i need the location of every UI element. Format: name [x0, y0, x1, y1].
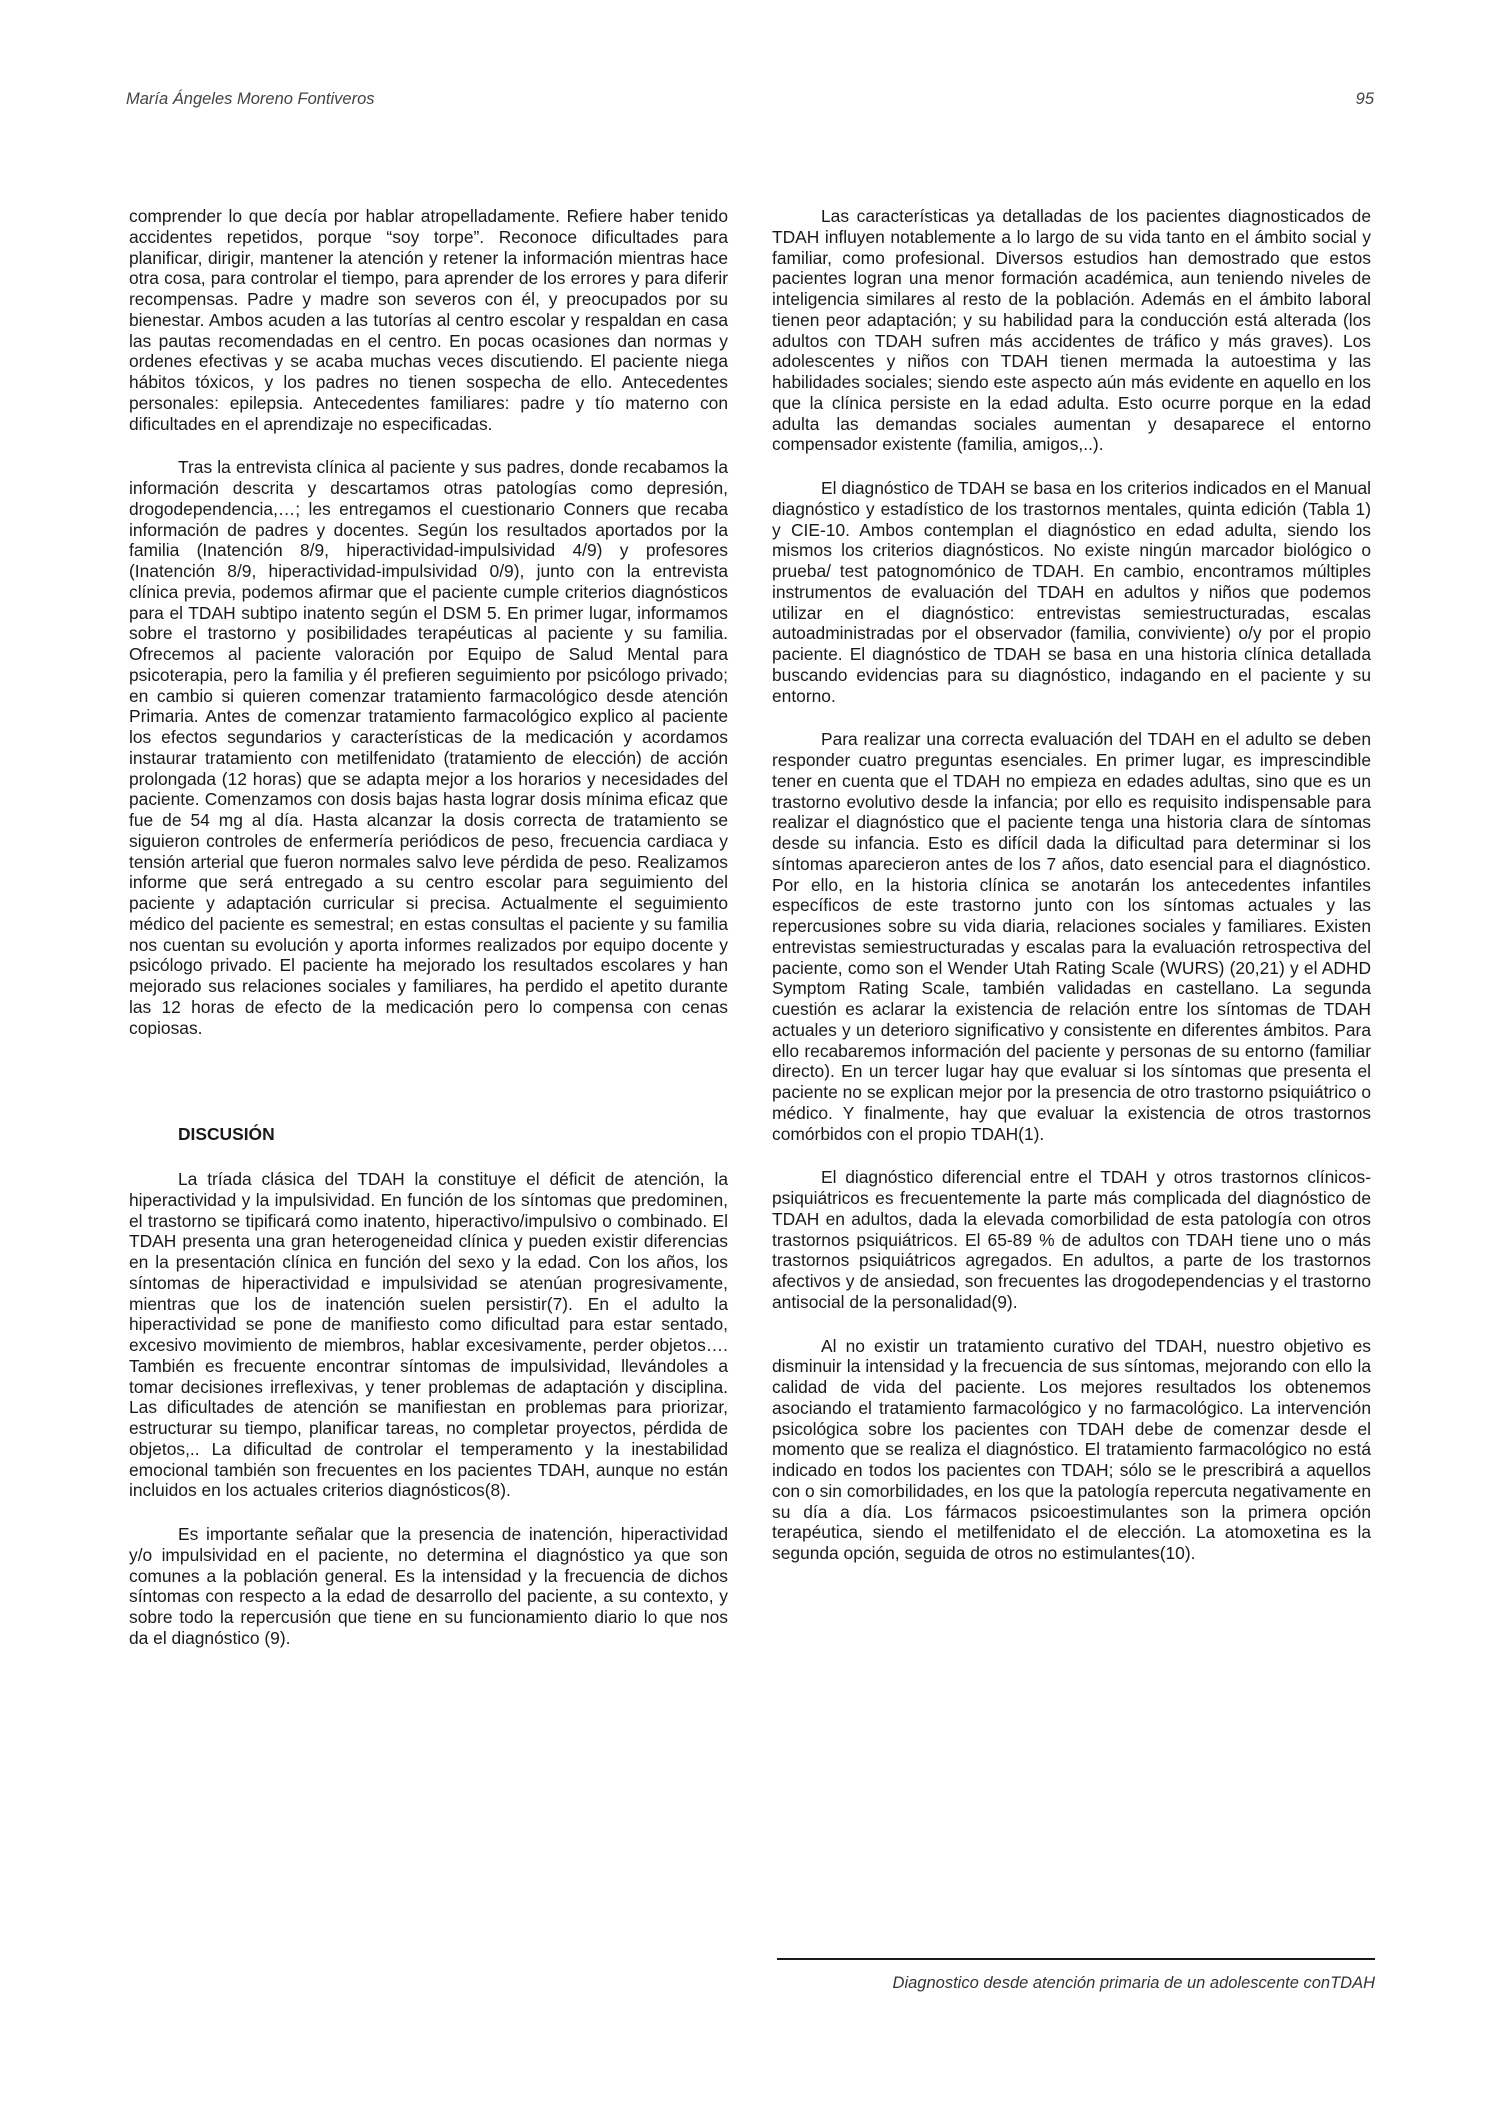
page-number: 95 [1355, 90, 1374, 108]
left-column [129, 206, 728, 1649]
footer-divider [777, 1958, 1375, 1960]
right-column [772, 206, 1371, 1564]
paragraph: Al no existir un tratamiento curativo del TDAH, nuestro objetivo es disminuir la intensidad y la frecuencia de sus síntomas, mejorando con ello la calidad de vida del paciente. Los mejores resultados los obtenemos asociando el tratamiento farmacológico y no farmacológico. La intervención psicológica sobre los pacientes con TDAH debe de comenzar desde el momento que se realiza el diagnóstico. El tratamiento farmacológico no está indicado en todos los pacientes con TDAH; sólo se le prescribirá a aquellos con o sin comorbilidades, en los que la patología repercuta negativamente en su día a día. Los fármacos psicoestimulantes son la primera opción terapéutica, siendo el metilfenidato el de elección. La atomoxetina es la segunda opción, seguida de otros no estimulantes(10). [772, 1335, 1371, 1563]
paragraph: El diagnóstico diferencial entre el TDAH y otros trastornos clínicos-psiquiátricos es frecuentemente la parte más complicada del diagnóstico de TDAH en adultos, dada la elevada comorbilidad de esta patología con otros trastornos psiquiátricos. El 65-89 % de adultos con TDAH tiene uno o más trastornos psiquiátricos agregados. En adultos, a parte de los trastornos afectivos y de ansiedad, son frecuentes las drogodependencias y el trastorno antisocial de la personalidad(9). [772, 1167, 1371, 1312]
paragraph: Para realizar una correcta evaluación del TDAH en el adulto se deben responder cuatro preguntas esenciales. En primer lugar, es imprescindible tener en cuenta que el TDAH no empieza en edades adultas, sino que es un trastorno evolutivo desde la infancia; por ello es requisito indispensable para realizar el diagnóstico que el paciente tenga una historia clara de síntomas desde su infancia. Esto es difícil dada la dificultad para determinar si los síntomas aparecieron antes de los 7 años, dato esencial para el diagnóstico. Por ello, en la historia clínica se anotarán los antecedentes infantiles específicos de este trastorno junto con los síntomas actuales y las repercusiones sobre su vida diaria, relaciones sociales y familiares. Existen entrevistas semiestructuradas y escalas para la evaluación retrospectiva del paciente, como son el Wender Utah Rating Scale (WURS) (20,21) y el ADHD Symptom Rating Scale, también validadas en castellano. La segunda cuestión es aclarar la existencia de relación entre los síntomas de TDAH actuales y un deterioro significativo y consistente en diferentes ámbitos. Para ello recabaremos información del paciente y personas de su entorno (familiar directo). En un tercer lugar hay que evaluar si los síntomas que presenta el paciente no se explican mejor por la presencia de otro trastorno psiquiátrico o médico. Y finalmente, hay que evaluar la existencia de otros trastornos comórbidos con el propio TDAH(1). [772, 729, 1371, 1144]
footer-article-title: Diagnostico desde atención primaria de un adolescente conTDAH [892, 1974, 1375, 1992]
running-head [126, 90, 1374, 114]
paragraph: El diagnóstico de TDAH se basa en los criterios indicados en el Manual diagnóstico y estadístico de los trastornos mentales, quinta edición (Tabla 1) y CIE-10. Ambos contemplan el diagnóstico en edad adulta, siendo los mismos los criterios diagnósticos. No existe ningún marcador biológico o prueba/ test patognomónico de TDAH. En cambio, encontramos múltiples instrumentos de evaluación del TDAH en adultos y niños que podemos utilizar en el diagnóstico: entrevistas semiestructuradas, escalas autoadministradas por el observador (familia, conviviente) o/y por el propio paciente. El diagnóstico de TDAH se basa en una historia clínica detallada buscando evidencias para su diagnóstico, indagando en el paciente y su entorno. [772, 478, 1371, 706]
author-name: María Ángeles Moreno Fontiveros [126, 90, 375, 108]
paragraph: La tríada clásica del TDAH la constituye el déficit de atención, la hiperactividad y la impulsividad. En función de los síntomas que predominen, el trastorno se tipificará como inatento, hiperactivo/impulsivo o combinado. El TDAH presenta una gran heterogeneidad clínica y pueden existir diferencias en la presentación clínica en función del sexo y la edad. Con los años, los síntomas de hiperactividad e impulsividad se atenúan progresivamente, mientras que los de inatención suelen persistir(7). En el adulto la hiperactividad se pone de manifiesto como dificultad para estar sentado, excesivo movimiento de miembros, hablar excesivamente, perder objetos…. También es frecuente encontrar síntomas de impulsividad, llevándoles a tomar decisiones irreflexivas, y tener problemas de adaptación y disciplina. Las dificultades de atención se manifiestan en problemas para priorizar, estructurar su tiempo, planificar tareas, no completar proyectos, pérdida de objetos,.. La dificultad de controlar el temperamento y la inestabilidad emocional también son frecuentes en los pacientes TDAH, aunque no están incluidos en los actuales criterios diagnósticos(8). [129, 1169, 728, 1501]
paragraph: comprender lo que decía por hablar atropelladamente. Refiere haber tenido accidentes repetidos, porque “soy torpe”. Reconoce dificultades para planificar, dirigir, mantener la atención y retener la información mientras hace otra cosa, para controlar el tiempo, para aprender de los errores y para diferir recompensas. Padre y madre son severos con él, y preocupados por su bienestar. Ambos acuden a las tutorías al centro escolar y respaldan en casa las pautas recomendadas en el centro. En pocas ocasiones dan normas y ordenes efectivas y se acaba muchas veces discutiendo. El paciente niega hábitos tóxicos, y los padres no tienen sospecha de ello. Antecedentes personales: epilepsia. Antecedentes familiares: padre y tío materno con dificultades en el aprendizaje no especificadas. [129, 206, 728, 434]
paragraph: Es importante señalar que la presencia de inatención, hiperactividad y/o impulsividad en el paciente, no determina el diagnóstico ya que son comunes a la población general. Es la intensidad y la frecuencia de dichos síntomas con respecto a la edad de desarrollo del paciente, a su contexto, y sobre todo la repercusión que tiene en su funcionamiento diario lo que nos da el diagnóstico (9). [129, 1524, 728, 1648]
paragraph: Tras la entrevista clínica al paciente y sus padres, donde recabamos la información descrita y descartamos otras patologías como depresión, drogodependencia,…; les entregamos el cuestionario Conners que recaba información de padres y docentes. Según los resultados aportados por la familia (Inatención 8/9, hiperactividad-impulsividad 4/9) y profesores (Inatención 8/9, hiperactividad-impulsividad 0/9), junto con la entrevista clínica previa, podemos afirmar que el paciente cumple criterios diagnósticos para el TDAH subtipo inatento según el DSM 5. En primer lugar, informamos sobre el trastorno y posibilidades terapéuticas al paciente y su familia. Ofrecemos al paciente valoración por Equipo de Salud Mental para psicoterapia, pero la familia y él prefieren seguimiento por psicólogo privado; en cambio si quieren comenzar tratamiento farmacológico desde atención Primaria. Antes de comenzar tratamiento farmacológico explico al paciente los efectos segundarios y características de la medicación y acordamos instaurar tratamiento con metilfenidato (tratamiento de elección) de acción prolongada (12 horas) que se adapta mejor a los horarios y necesidades del paciente. Comenzamos con dosis bajas hasta lograr dosis mínima eficaz que fue de 54 mg al día. Hasta alcanzar la dosis correcta de tratamiento se siguieron controles de enfermería periódicos de peso, frecuencia cardiaca y tensión arterial que fueron normales salvo leve pérdida de peso. Realizamos informe que será entregado a su centro escolar para seguimiento del paciente y adaptación curricular si precisa. Actualmente el seguimiento médico del paciente es semestral; en estas consultas el paciente y su familia nos cuentan su evolución y aporta informes realizados por equipo docente y psicólogo privado. El paciente ha mejorado los resultados escolares y han mejorado sus relaciones sociales y familiares, ha perdido el apetito durante las 12 horas de efecto de la medicación pero lo compensa con cenas copiosas. [129, 457, 728, 1038]
paragraph: Las características ya detalladas de los pacientes diagnosticados de TDAH influyen notablemente a lo largo de su vida tanto en el ámbito social y familiar, como profesional. Diversos estudios han demostrado que estos pacientes logran una menor formación académica, aun teniendo niveles de inteligencia similares al resto de la población. Además en el ámbito laboral tienen peor adaptación; y su habilidad para la conducción está alterada (los adultos con TDAH sufren más accidentes de tráfico y más graves). Los adolescentes y niños con TDAH tienen mermada la autoestima y las habilidades sociales; siendo este aspecto aún más evidente en aquello en los que la clínica persiste en la edad adulta. Esto ocurre porque en la edad adulta las demandas sociales aumentan y desaparece el entorno compensador existente (familia, amigos,..). [772, 206, 1371, 455]
section-heading: DISCUSIÓN [178, 1124, 275, 1145]
